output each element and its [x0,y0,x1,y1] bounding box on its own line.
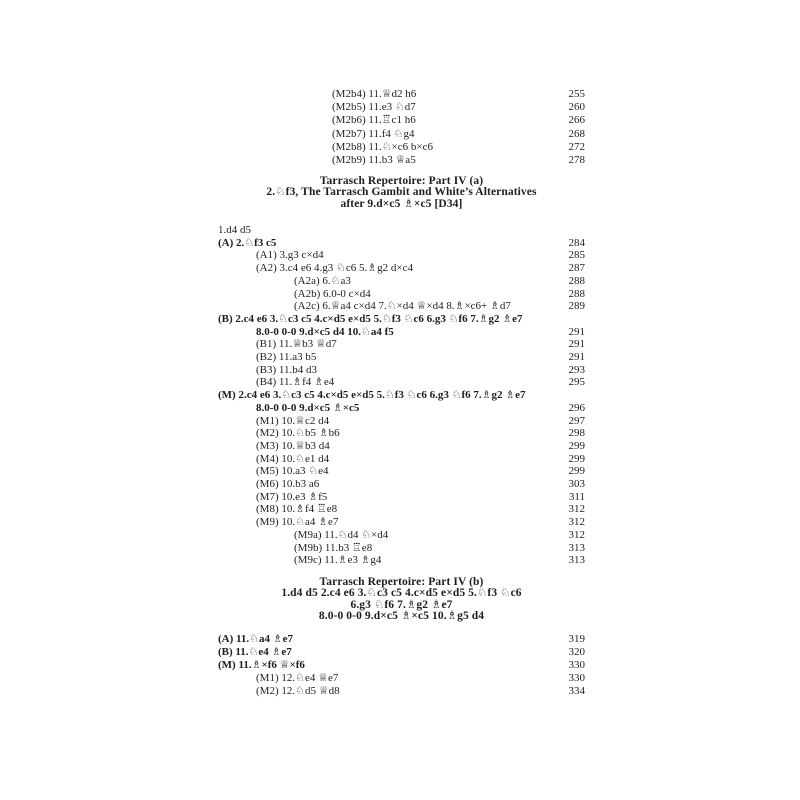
toc-entry [218,465,585,478]
toc-entry-moves: (B) 2.c4 e6 3.♘c3 c5 4.c×d5 e×d5 5.♘f3 ♘c6 6.g3 ♘f6 7.♗g2 ♗e7 [218,312,523,325]
toc-entry-moves: (M2b4) 11.♕d2 h6 [332,88,417,100]
toc-entry-moves: (M1) 12.♘e4 ♕e7 [256,671,339,684]
toc-entry-moves: (M) 2.c4 e6 3.♘c3 c5 4.c×d5 e×d5 5.♘f3 ♘c6 6.g3 ♘f6 7.♗g2 ♗e7 [218,389,526,402]
toc-entry-page-number: 311 [568,490,585,503]
toc-entry-page-number: 299 [568,465,585,478]
toc-entry-moves: (B1) 11.♕b3 ♕d7 [256,338,337,351]
heading-line: 2.♘f3, The Tarrasch Gambit and White’s Alternatives [266,186,537,199]
toc-entry [218,141,585,154]
toc-entry [218,101,585,114]
toc-entry-moves: (M9a) 11.♘d4 ♘×d4 [294,528,389,541]
toc-entry [218,453,585,466]
heading-line: after 9.d×c5 ♗×c5 [D34] [340,197,463,210]
toc-entry [218,237,585,250]
toc-entry [218,262,585,275]
toc-entry [218,351,585,364]
toc-entry-moves: (M3) 10.♕b3 d4 [256,439,330,452]
toc-entry-page-number: 268 [568,127,585,140]
toc-entry-page-number: 313 [568,541,585,554]
toc-entry-moves: (M2b5) 11.e3 ♘d7 [332,101,416,114]
toc-entry [218,440,585,453]
toc-entry [218,154,585,167]
heading-line: 8.0-0 0-0 9.d×c5 ♗×c5 10.♗g5 d4 [318,610,485,623]
toc-entry-page-number: 295 [568,376,585,389]
toc-entry [218,478,585,491]
toc-entry [218,364,585,377]
toc-entry [218,427,585,440]
toc-entry [218,275,585,288]
toc-entry [218,376,585,389]
toc-entry-page-number: 312 [568,503,585,516]
toc-entry-page-number: 330 [568,658,585,671]
toc-entry-page-number: 278 [568,154,585,167]
toc-entry-page-number: 287 [568,262,585,275]
toc-entry-moves: 8.0-0 0-0 9.d×c5 ♗×c5 [256,401,360,414]
toc-entry-moves: (M9b) 11.b3 ♖e8 [294,541,373,554]
toc-entry-page-number: 291 [568,338,585,351]
toc-entry-moves: (M4) 10.♘e1 d4 [256,452,330,465]
part-iv-b-entries [218,633,585,698]
toc-entry-moves: (M9c) 11.♗e3 ♗g4 [294,554,382,567]
toc-entry-page-number: 260 [568,101,585,114]
continuation-entries [218,88,585,167]
toc-entry-page-number: 255 [568,88,585,100]
toc-entry-page-number: 288 [568,274,585,287]
table-of-contents [218,0,585,800]
toc-entry-page-number: 284 [568,236,585,249]
toc-entry-moves: (M8) 10.♗f4 ♖e8 [256,503,338,516]
heading-line: 6.g3 ♘f6 7.♗g2 ♗e7 [350,598,453,611]
toc-entry-page-number: 312 [568,528,585,541]
part-iv-a-heading [218,176,585,210]
toc-entry-moves: (B2) 11.a3 b5 [256,351,317,364]
toc-entry [218,516,585,529]
toc-entry-page-number: 291 [568,325,585,338]
toc-entry-moves: (M6) 10.b3 a6 [256,478,320,491]
toc-entry [218,224,585,237]
toc-entry-moves: (M5) 10.a3 ♘e4 [256,465,329,478]
toc-entry-page-number: 272 [568,140,585,153]
toc-entry [218,659,585,672]
toc-entry-moves: (M9) 10.♘a4 ♗e7 [256,516,339,529]
toc-entry [218,685,585,698]
toc-entry-moves: (B4) 11.♗f4 ♗e4 [256,376,335,389]
toc-entry-page-number: 299 [568,439,585,452]
toc-entry [218,402,585,415]
heading-line: 1.d4 d5 2.c4 e6 3.♘c3 c5 4.c×d5 e×d5 5.♘f3 ♘c6 [281,587,522,600]
toc-entry-moves: (A2b) 6.0-0 c×d4 [294,287,371,300]
toc-entry [218,554,585,567]
toc-entry-moves: 1.d4 d5 [218,224,251,236]
toc-entry [218,415,585,428]
toc-entry-moves: (M2b8) 11.♘×c6 b×c6 [332,140,433,153]
toc-entry-page-number: 296 [568,401,585,414]
toc-entry-page-number: 291 [568,351,585,364]
toc-entry-page-number: 313 [568,554,585,567]
toc-entry [218,529,585,542]
toc-entry [218,542,585,555]
toc-entry-page-number: 319 [568,633,585,645]
toc-entry [218,114,585,127]
toc-entry-page-number: 289 [568,300,585,313]
toc-entry [218,288,585,301]
toc-entry [218,326,585,339]
toc-entry [218,128,585,141]
toc-entry-page-number: 293 [568,363,585,376]
toc-entry [218,300,585,313]
toc-entry-page-number: 266 [568,114,585,127]
heading-line: Tarrasch Repertoire: Part IV (b) [319,576,484,588]
toc-entry [218,503,585,516]
toc-entry-page-number: 330 [568,671,585,684]
toc-entry-page-number: 297 [568,414,585,427]
toc-entry-page-number: 334 [568,684,585,697]
part-iv-a-entries [218,224,585,567]
toc-entry-moves: (A2) 3.c4 e6 4.g3 ♘c6 5.♗g2 d×c4 [256,262,413,275]
toc-entry-page-number: 320 [568,645,585,658]
toc-entry-page-number: 298 [568,427,585,440]
toc-entry-moves: (M2b7) 11.f4 ♘g4 [332,127,415,140]
toc-entry-moves: (M2b6) 11.♖c1 h6 [332,114,416,127]
toc-entry-moves: (M7) 10.e3 ♗f5 [256,490,328,503]
toc-entry-moves: (M1) 10.♕c2 d4 [256,414,330,427]
toc-entry-moves: (M) 11.♗×f6 ♕×f6 [218,658,305,671]
toc-entry-moves: (A2c) 6.♕a4 c×d4 7.♘×d4 ♕×d4 8.♗×c6+ ♗d7 [294,300,511,313]
toc-entry [218,633,585,646]
toc-entry-page-number: 285 [568,249,585,262]
toc-entry-page-number: 299 [568,452,585,465]
toc-entry [218,338,585,351]
toc-entry [218,491,585,504]
toc-entry [218,389,585,402]
toc-entry-moves: (M2b9) 11.b3 ♕a5 [332,154,416,167]
part-iv-b-heading [218,577,585,623]
toc-entry-page-number: 312 [568,516,585,529]
toc-entry [218,646,585,659]
toc-entry-moves: (A) 2.♘f3 c5 [218,236,277,249]
toc-entry-page-number: 303 [568,478,585,491]
toc-entry-moves: (M2) 12.♘d5 ♕d8 [256,684,340,697]
toc-entry [218,672,585,685]
toc-entry [218,313,585,326]
toc-entry-moves: (A1) 3.g3 c×d4 [256,249,324,262]
toc-entry-moves: 8.0-0 0-0 9.d×c5 d4 10.♘a4 f5 [256,325,394,338]
heading-line: Tarrasch Repertoire: Part IV (a) [319,175,484,187]
toc-entry-moves: (M2) 10.♘b5 ♗b6 [256,427,340,440]
toc-entry-moves: (B) 11.♘e4 ♗e7 [218,645,292,658]
toc-entry-page-number: 288 [568,287,585,300]
toc-entry [218,249,585,262]
toc-entry-moves: (B3) 11.b4 d3 [256,363,318,376]
toc-entry [218,88,585,101]
toc-entry-moves: (A) 11.♘a4 ♗e7 [218,633,294,645]
toc-entry-moves: (A2a) 6.♘a3 [294,274,351,287]
